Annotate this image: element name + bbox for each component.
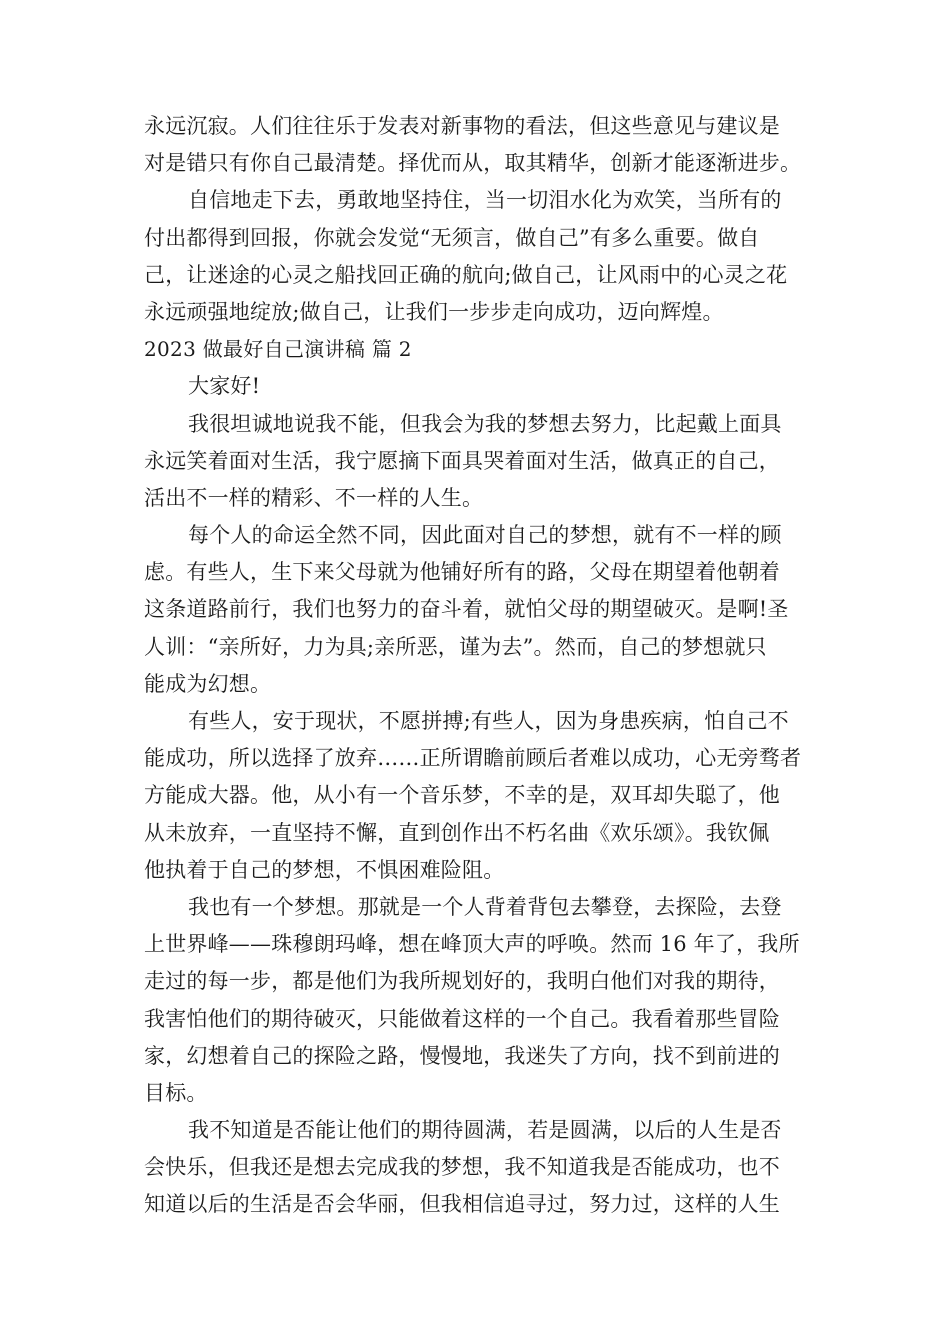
text-line: 己，让迷途的心灵之船找回正确的航向;做自己，让风雨中的心灵之花 xyxy=(144,262,788,287)
text-line: 永远顽强地绽放;做自己，让我们一步步走向成功，迈向辉煌。 xyxy=(144,299,724,324)
text-line: 方能成大器。他，从小有一个音乐梦，不幸的是，双耳却失聪了，他 xyxy=(144,783,780,808)
document-body xyxy=(144,108,814,1224)
paragraph-start-line: 每个人的命运全然不同，因此面对自己的梦想，就有不一样的顾 xyxy=(188,523,782,548)
text-line: 活出不一样的精彩、不一样的人生。 xyxy=(144,485,484,510)
paragraph-start-line: 我不知道是否能让他们的期待圆满，若是圆满，以后的人生是否 xyxy=(188,1118,782,1143)
text-line: 虑。有些人，生下来父母就为他铺好所有的路，父母在期望着他朝着 xyxy=(144,560,780,585)
text-line: 对是错只有你自己最清楚。择优而从，取其精华，创新才能逐渐进步。 xyxy=(144,151,802,176)
paragraph-start-line: 我也有一个梦想。那就是一个人背着背包去攀登，去探险，去登 xyxy=(188,894,782,919)
text-line: 目标。 xyxy=(144,1080,208,1105)
text-line: 会快乐，但我还是想去完成我的梦想，我不知道我是否能成功，也不 xyxy=(144,1155,780,1180)
section-heading: 2023 做最好自己演讲稿 篇 2 xyxy=(144,337,412,362)
text-line: 我害怕他们的期待破灭，只能做着这样的一个自己。我看着那些冒险 xyxy=(144,1006,780,1031)
text-line: 家，幻想着自己的探险之路，慢慢地，我迷失了方向，找不到前进的 xyxy=(144,1043,780,1068)
paragraph-start-line: 我很坦诚地说我不能，但我会为我的梦想去努力，比起戴上面具 xyxy=(188,411,782,436)
text-line: 付出都得到回报，你就会发觉“无须言，做自己”有多么重要。做自 xyxy=(144,225,760,250)
text-line: 上世界峰——珠穆朗玛峰，想在峰顶大声的呼唤。然而 16 年了，我所 xyxy=(144,932,800,957)
text-line: 他执着于自己的梦想，不惧困难险阻。 xyxy=(144,857,505,882)
text-line: 永远沉寂。人们往往乐于发表对新事物的看法，但这些意见与建议是 xyxy=(144,114,780,138)
text-line: 从未放弃，一直坚持不懈，直到创作出不朽名曲《欢乐颂》。我钦佩 xyxy=(144,820,770,845)
text-line: 走过的每一步，都是他们为我所规划好的，我明白他们对我的期待， xyxy=(144,969,780,994)
text-line: 这条道路前行，我们也努力的奋斗着，就怕父母的期望破灭。是啊!圣 xyxy=(144,597,789,622)
text-line: 知道以后的生活是否会华丽，但我相信追寻过，努力过，这样的人生 xyxy=(144,1192,780,1217)
text-line: 人训：“亲所好，力为具;亲所恶，谨为去”。然而，自己的梦想就只 xyxy=(144,634,767,659)
paragraph-start-line: 自信地走下去，勇敢地坚持住，当一切泪水化为欢笑，当所有的 xyxy=(188,188,782,213)
paragraph-start-line: 有些人，安于现状，不愿拼搏;有些人，因为身患疾病，怕自己不 xyxy=(188,709,789,733)
text-line: 永远笑着面对生活，我宁愿摘下面具哭着面对生活，做真正的自己， xyxy=(144,448,780,473)
greeting-line: 大家好! xyxy=(188,374,261,399)
text-line: 能成为幻想。 xyxy=(144,671,272,696)
text-line: 能成功，所以选择了放弃……正所谓瞻前顾后者难以成功，心无旁骛者 xyxy=(144,746,802,771)
